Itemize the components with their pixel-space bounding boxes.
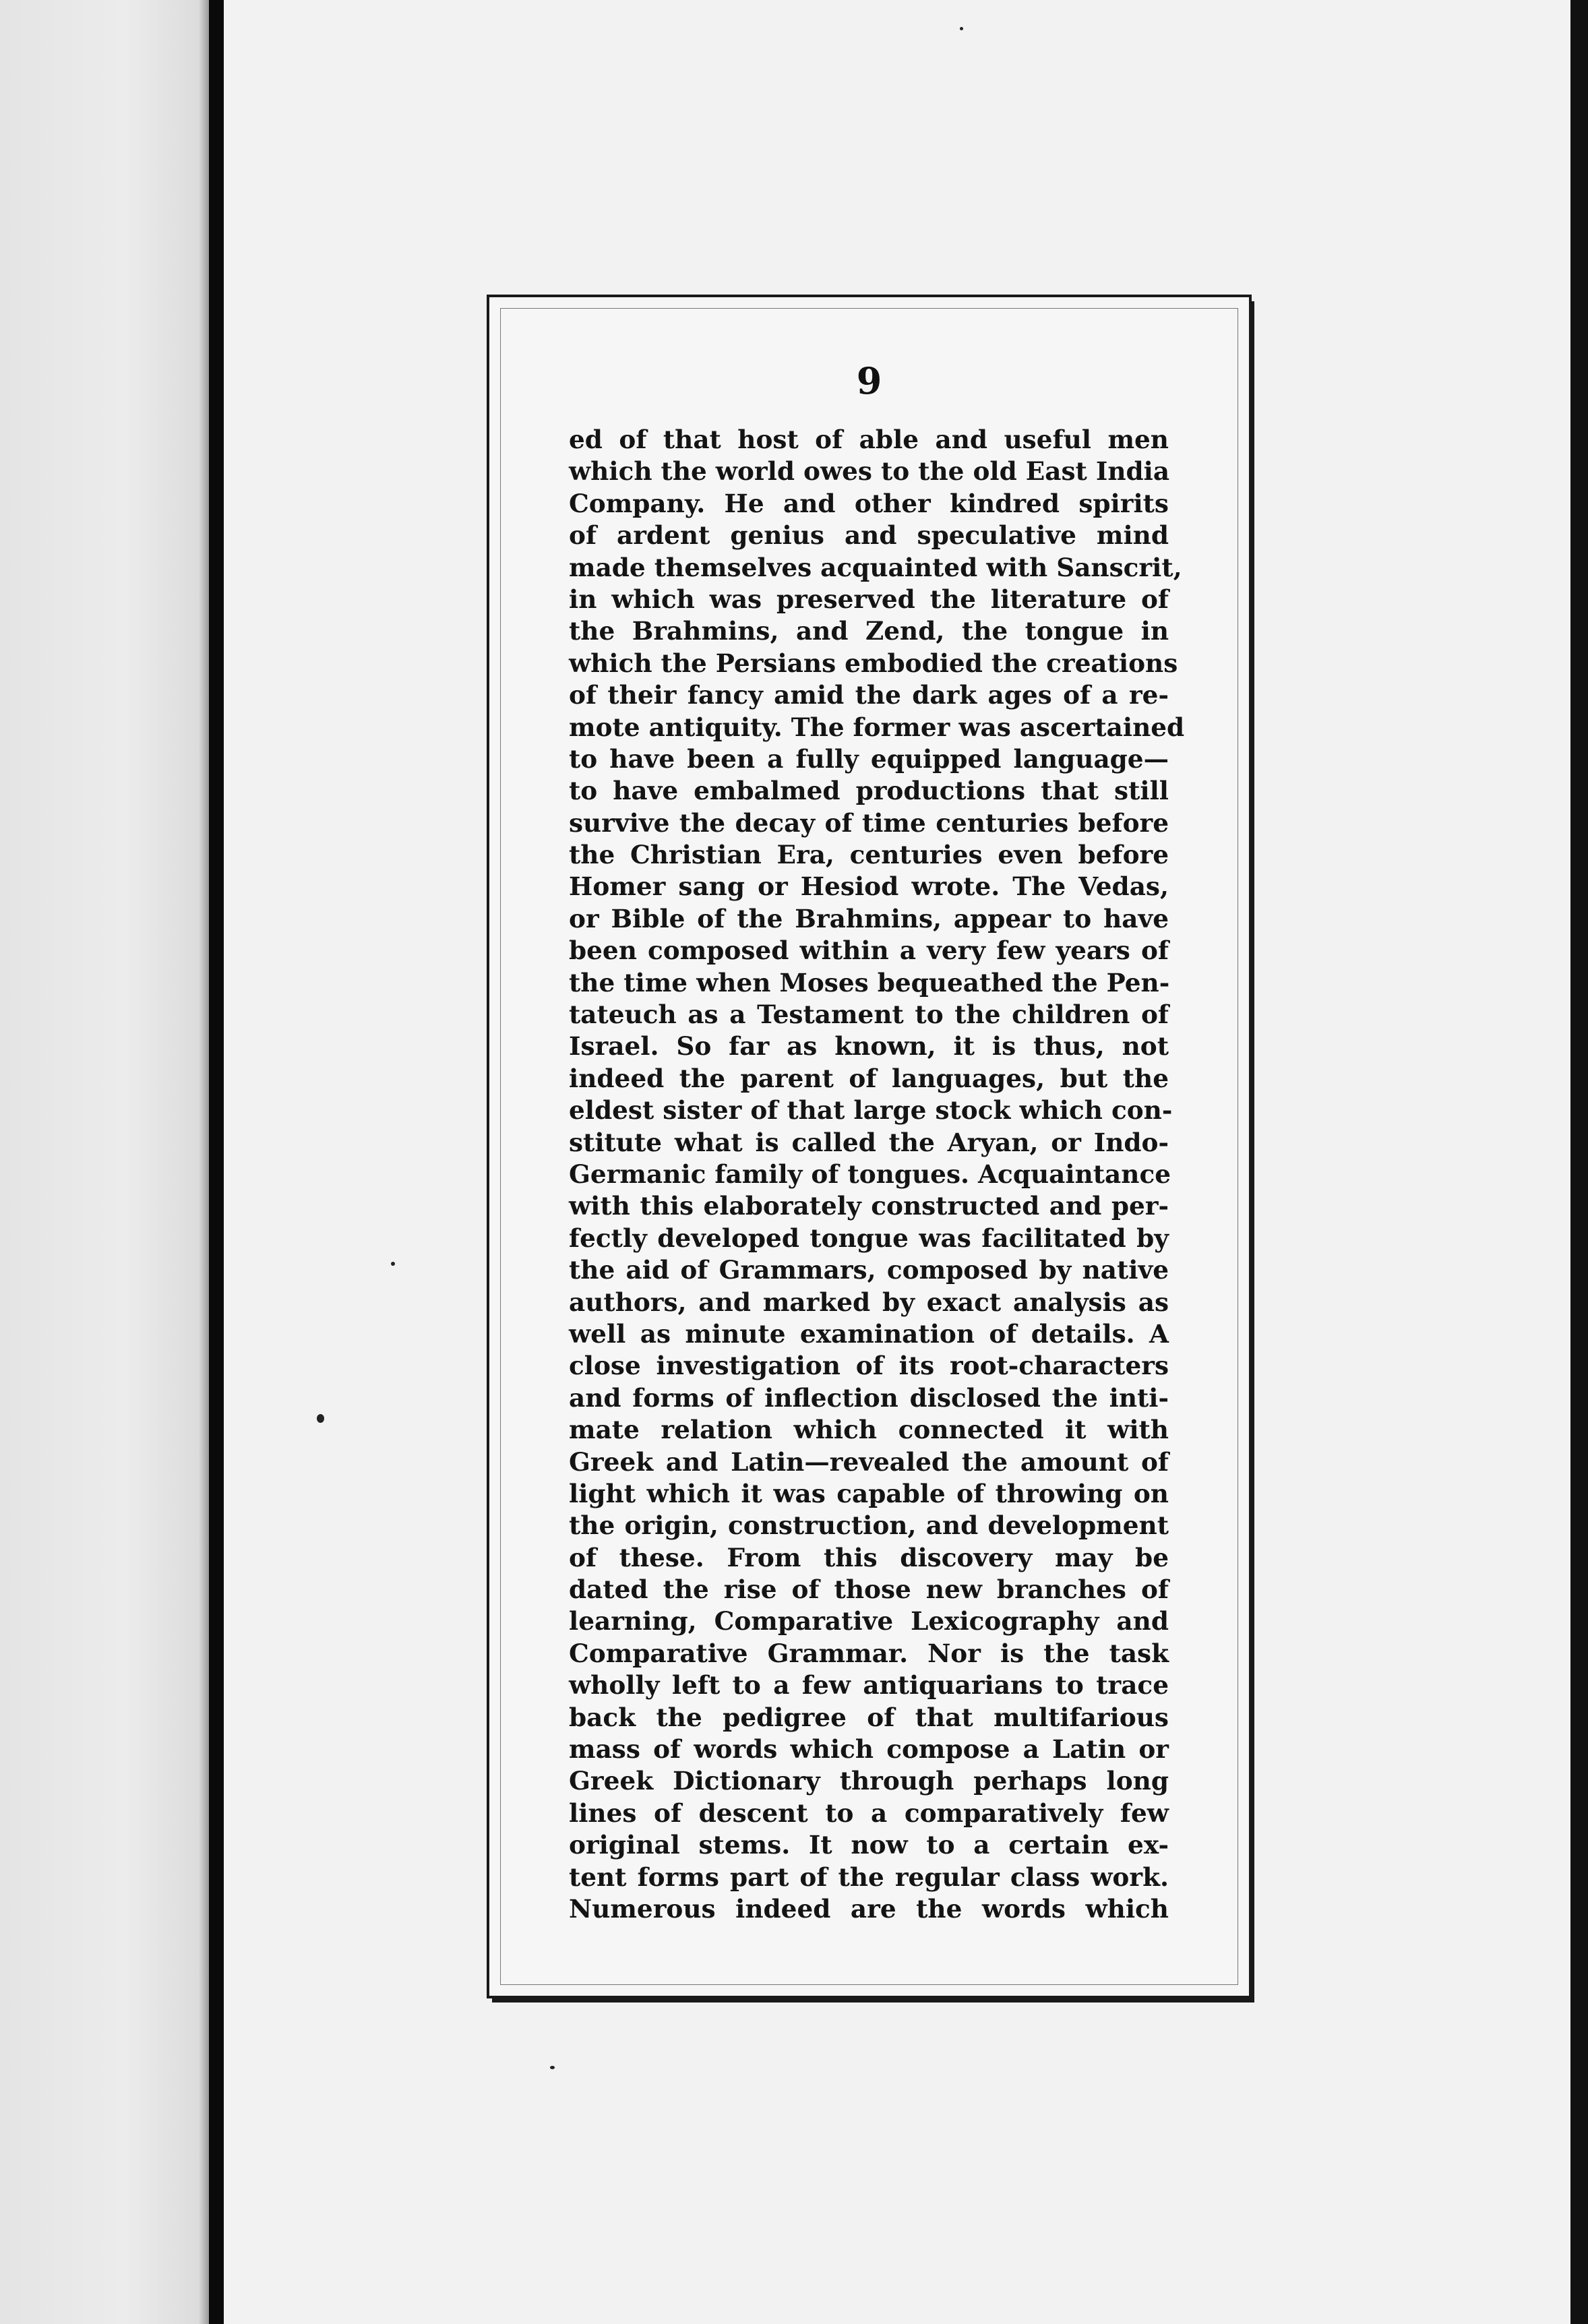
text-line: Numerous indeed are the words which xyxy=(569,1893,1169,1924)
text-line: which the Persians embodied the creations xyxy=(569,648,1178,678)
text-line: of their fancy amid the dark ages of a re- xyxy=(569,680,1169,710)
binding-gutter xyxy=(209,0,224,2324)
text-line: mote antiquity. The former was ascertained xyxy=(569,712,1185,742)
text-line: to have embalmed productions that still xyxy=(569,776,1169,806)
text-line: the origin, construction, and development xyxy=(569,1510,1169,1541)
text-line: authors, and marked by exact analysis as xyxy=(569,1287,1169,1317)
ink-speck xyxy=(960,27,963,30)
ink-speck xyxy=(550,2066,555,2069)
text-line: survive the decay of time centuries before xyxy=(569,807,1169,838)
text-line: lines of descent to a comparatively few xyxy=(569,1798,1169,1828)
text-line: stitute what is called the Aryan, or Indo- xyxy=(569,1127,1169,1157)
text-line: close investigation of its root-characters xyxy=(569,1351,1169,1381)
text-line: been composed within a very few years of xyxy=(569,936,1169,966)
text-line: of these. From this discovery may be xyxy=(569,1542,1169,1572)
text-line: tateuch as a Testament to the children of xyxy=(569,1000,1169,1030)
page-right-edge xyxy=(1570,0,1588,2324)
text-line: Greek Dictionary through perhaps long xyxy=(569,1766,1169,1796)
text-line: to have been a fully equipped language— xyxy=(569,743,1169,774)
text-line: Homer sang or Hesiod wrote. The Vedas, xyxy=(569,872,1169,902)
text-line: back the pedigree of that multifarious xyxy=(569,1702,1169,1732)
text-line: mate relation which connected it with xyxy=(569,1415,1169,1445)
text-line: original stems. It now to a certain ex- xyxy=(569,1830,1169,1860)
text-line: or Bible of the Brahmins, appear to have xyxy=(569,903,1169,934)
text-line: fectly developed tongue was facilitated by xyxy=(569,1223,1169,1253)
page-number: 9 xyxy=(856,359,882,402)
text-line: which the world owes to the old East India xyxy=(569,456,1170,487)
text-line: learning, Comparative Lexicography and xyxy=(569,1606,1169,1637)
previous-page-edge xyxy=(0,0,209,2324)
text-line: well as minute examination of details. A xyxy=(569,1318,1169,1349)
body-text xyxy=(569,424,1185,1925)
text-line: ed of that host of able and useful men xyxy=(569,425,1169,454)
text-line: Comparative Grammar. Nor is the task xyxy=(569,1638,1169,1668)
text-line: the aid of Grammars, composed by native xyxy=(569,1255,1169,1285)
text-line: indeed the parent of languages, but the xyxy=(569,1063,1169,1093)
text-line: Germanic family of tongues. Acquaintance xyxy=(569,1159,1171,1189)
text-line: the Christian Era, centuries even before xyxy=(569,840,1169,870)
text-line: light which it was capable of throwing on xyxy=(569,1478,1169,1508)
text-line: the time when Moses bequeathed the Pen- xyxy=(569,967,1170,998)
text-line: the Brahmins, and Zend, the tongue in xyxy=(569,616,1169,646)
text-line: wholly left to a few antiquarians to trace xyxy=(569,1670,1169,1701)
ink-speck xyxy=(391,1262,395,1266)
ink-speck xyxy=(317,1414,324,1423)
text-line: Greek and Latin—revealed the amount of xyxy=(569,1446,1169,1477)
text-line: Israel. So far as known, it is thus, not xyxy=(569,1031,1169,1062)
text-line: mass of words which compose a Latin or xyxy=(569,1734,1169,1765)
text-line: Company. He and other kindred spirits xyxy=(569,488,1169,518)
text-line: in which was preserved the literature of xyxy=(569,584,1169,614)
text-line: with this elaborately constructed and per- xyxy=(569,1191,1169,1221)
text-line: made themselves acquainted with Sanscrit, xyxy=(569,552,1182,582)
text-line: dated the rise of those new branches of xyxy=(569,1574,1169,1605)
text-line: and forms of inflection disclosed the inti- xyxy=(569,1382,1169,1413)
text-frame xyxy=(487,295,1252,1998)
text-line: of ardent genius and speculative mind xyxy=(569,520,1169,551)
text-line: eldest sister of that large stock which con- xyxy=(569,1095,1173,1126)
text-line: tent forms part of the regular class work. xyxy=(569,1862,1169,1892)
